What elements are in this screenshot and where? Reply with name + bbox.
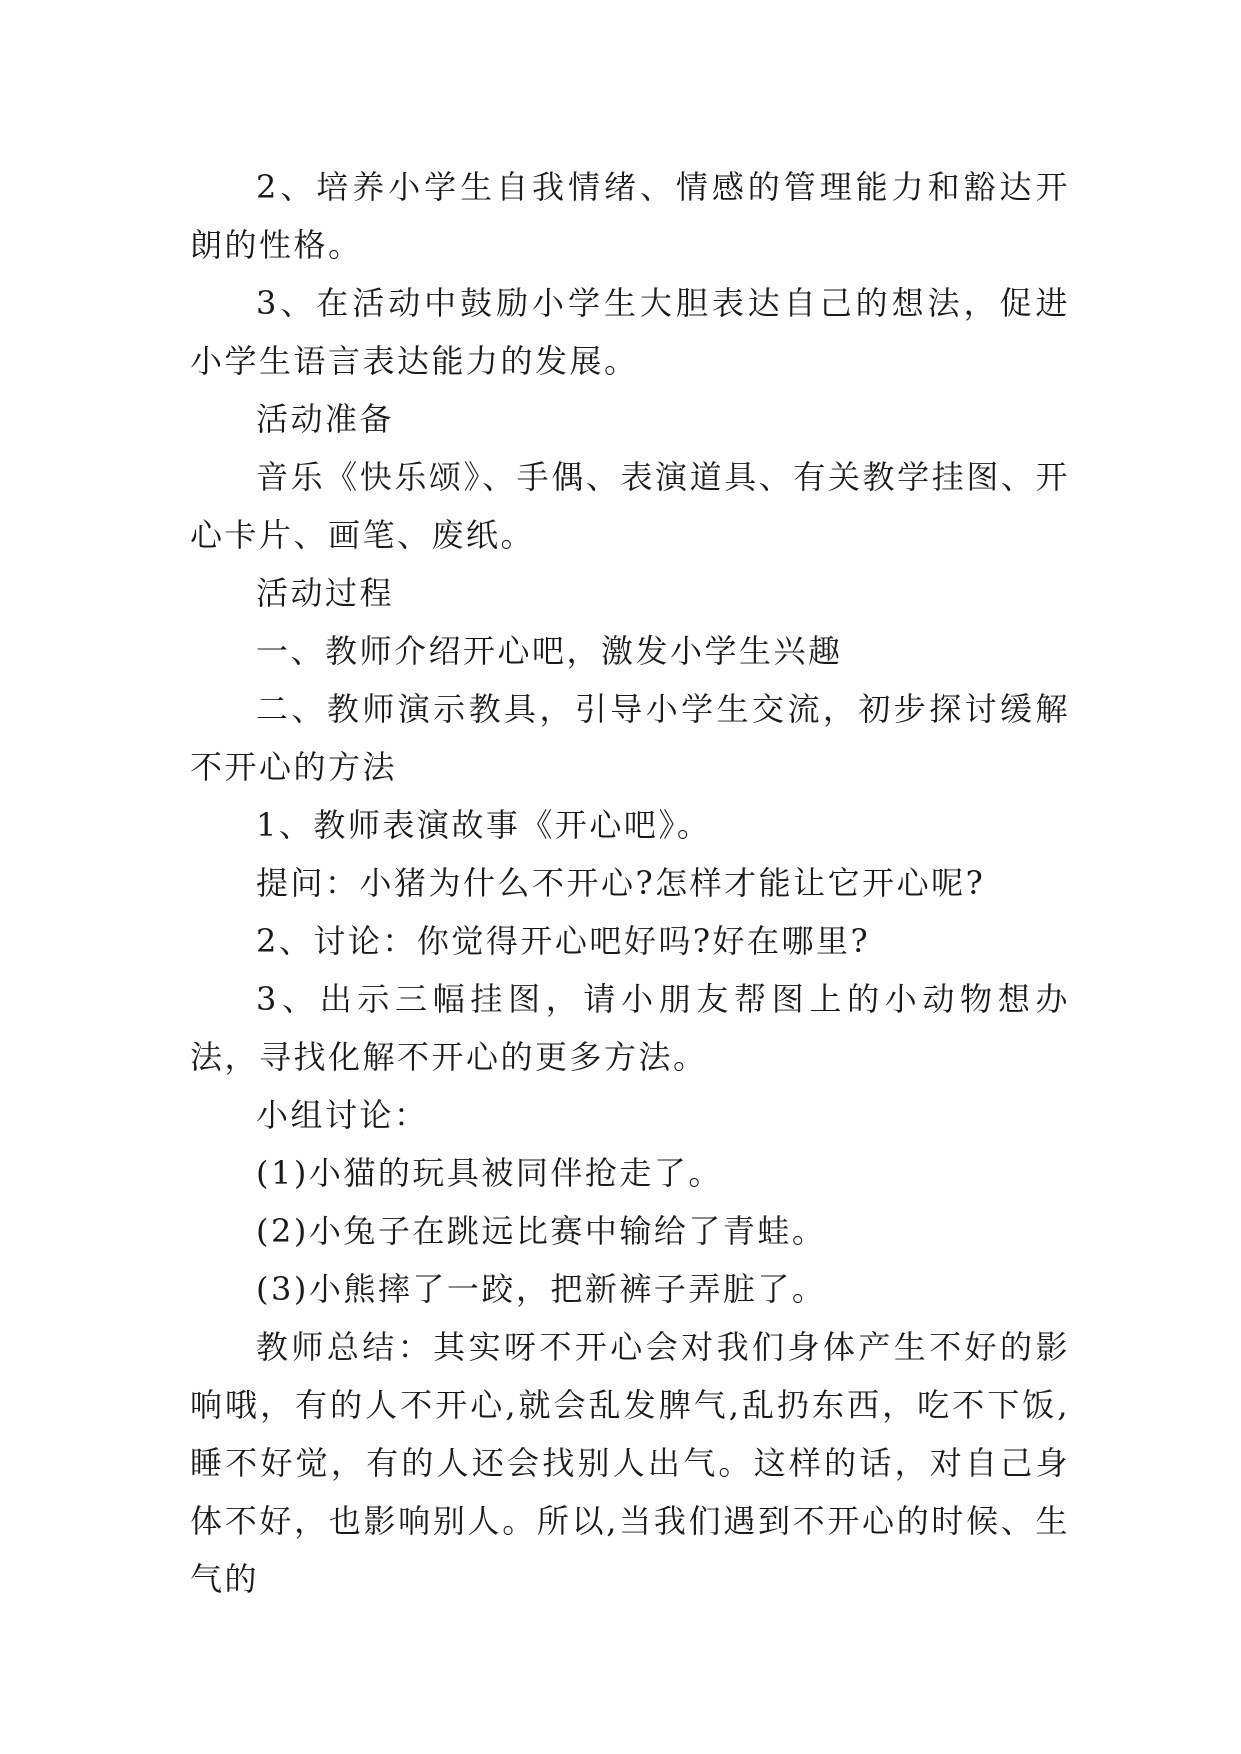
paragraph-materials: 音乐《快乐颂》、手偶、表演道具、有关教学挂图、开心卡片、画笔、废纸。 bbox=[190, 458, 1070, 554]
list-item-rabbit: (2)小兔子在跳远比赛中输给了青蛙。 bbox=[256, 1212, 827, 1250]
paragraph-question: 提问：小猪为什么不开心?怎样才能让它开心呢? bbox=[256, 864, 986, 902]
heading-activity-preparation: 活动准备 bbox=[256, 400, 395, 438]
paragraph-discussion: 2、讨论：你觉得开心吧好吗?好在哪里? bbox=[256, 922, 871, 960]
paragraph-story: 1、教师表演故事《开心吧》。 bbox=[256, 806, 712, 844]
paragraph-step-one: 一、教师介绍开心吧，激发小学生兴趣 bbox=[256, 632, 843, 670]
paragraph-goal-2: 2、培养小学生自我情绪、情感的管理能力和豁达开朗的性格。 bbox=[190, 168, 1070, 264]
paragraph-step-two: 二、教师演示教具，引导小学生交流，初步探讨缓解不开心的方法 bbox=[190, 690, 1070, 786]
heading-activity-process: 活动过程 bbox=[256, 574, 395, 612]
list-item-bear: (3)小熊摔了一跤，把新裤子弄脏了。 bbox=[256, 1270, 827, 1308]
list-item-cat: (1)小猫的玩具被同伴抢走了。 bbox=[256, 1154, 723, 1192]
paragraph-goal-3: 3、在活动中鼓励小学生大胆表达自己的想法，促进小学生语言表达能力的发展。 bbox=[190, 284, 1070, 380]
heading-group-discussion: 小组讨论： bbox=[256, 1096, 429, 1134]
paragraph-wall-charts: 3、出示三幅挂图，请小朋友帮图上的小动物想办法，寻找化解不开心的更多方法。 bbox=[190, 980, 1070, 1076]
document-body bbox=[190, 158, 1070, 1608]
paragraph-teacher-summary: 教师总结：其实呀不开心会对我们身体产生不好的影响哦，有的人不开心,就会乱发脾气,乱扔东西，吃不下饭,睡不好觉，有的人还会找别人出气。这样的话，对自己身体不好，也影响别人。所以,当我们遇到不开心的时候、生气的 bbox=[190, 1328, 1070, 1598]
